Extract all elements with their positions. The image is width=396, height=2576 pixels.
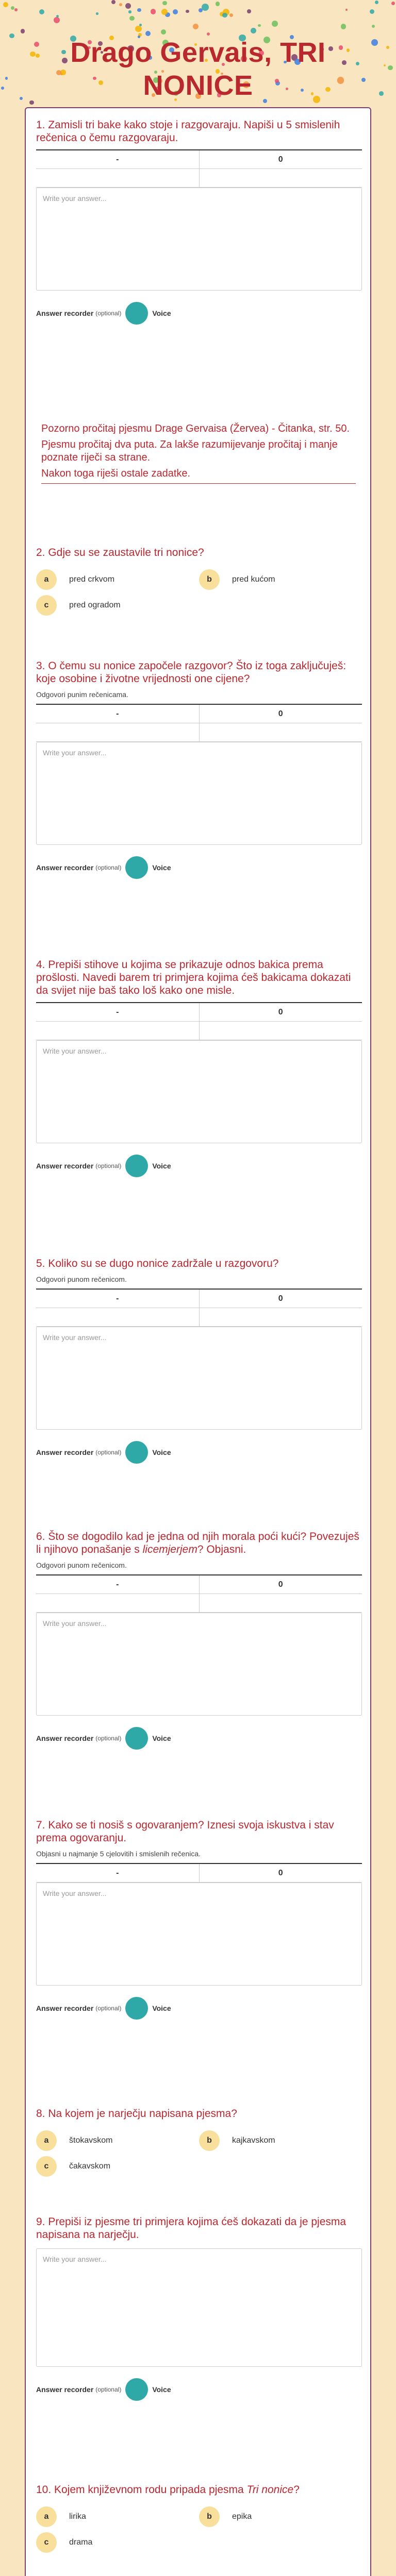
answer-table	[36, 1289, 362, 1327]
answer-textarea[interactable]	[36, 1327, 362, 1430]
answer-placeholder: Write your answer...	[43, 194, 107, 202]
question-9	[36, 2215, 362, 2401]
confetti-dot	[388, 65, 392, 70]
worksheet	[25, 107, 371, 2576]
recorder-label: Answer recorder	[36, 2004, 94, 2012]
answer-recorder	[36, 1155, 362, 1177]
option-c[interactable]	[36, 595, 199, 616]
confetti-dot	[14, 8, 18, 11]
voice-record-button[interactable]	[125, 1727, 148, 1750]
confetti-dot	[222, 13, 227, 18]
confetti-dot	[96, 12, 98, 14]
question-title: 2. Gdje su se zaustavile tri nonice?	[36, 547, 204, 558]
question-title-text: 6. Što se dogodilo kad je jedna od njih morala poći kući? Povezuješ li njihovo ponašanje s	[36, 1531, 359, 1555]
question-title: 5. Koliko su se dugo nonice zadržale u razgovoru?	[36, 1258, 279, 1269]
table-header-cell: -	[116, 709, 119, 718]
option-letter: a	[36, 569, 57, 590]
divider	[41, 483, 356, 484]
answer-recorder	[36, 2378, 362, 2401]
recorder-optional: (optional)	[95, 1449, 122, 1456]
question-title: 8. Na kojem je narječju napisana pjesma?	[36, 2108, 237, 2120]
question-title-text: ?	[293, 2484, 300, 2496]
question-title-emphasis: Tri nonice	[246, 2484, 294, 2496]
voice-record-button[interactable]	[125, 856, 148, 879]
question-4	[36, 958, 362, 1177]
option-a[interactable]	[36, 2130, 199, 2151]
answer-placeholder: Write your answer...	[43, 1619, 107, 1628]
confetti-dot	[54, 17, 60, 23]
question-hint: Odgovori punom rečenicom.	[36, 1275, 127, 1283]
voice-record-button[interactable]	[125, 1997, 148, 2020]
question-hint: Objasni u najmanje 5 cjelovitih i smislenih rečenica.	[36, 1850, 201, 1858]
voice-label: Voice	[152, 2004, 171, 2012]
answer-textarea[interactable]	[36, 2248, 362, 2367]
recorder-optional: (optional)	[95, 2005, 122, 2012]
confetti-dot	[9, 33, 14, 39]
answer-placeholder: Write your answer...	[43, 1889, 107, 1897]
option-text: epika	[232, 2512, 252, 2521]
confetti-dot	[135, 26, 142, 32]
table-header-row	[36, 1290, 362, 1308]
option-a[interactable]	[36, 2506, 199, 2527]
option-letter: c	[36, 2532, 57, 2553]
confetti-dot	[3, 2, 9, 8]
answer-textarea[interactable]	[36, 742, 362, 845]
table-header-cell: -	[116, 1580, 119, 1589]
answer-recorder	[36, 302, 362, 325]
recorder-optional: (optional)	[95, 2386, 122, 2393]
question-1	[36, 118, 362, 325]
option-letter: a	[36, 2130, 57, 2151]
confetti-dot	[371, 39, 378, 46]
table-header-row	[36, 1003, 362, 1022]
option-b[interactable]	[199, 569, 362, 590]
table-header-cell: 0	[199, 1864, 362, 1882]
confetti-dot	[119, 3, 122, 6]
option-text: lirika	[69, 2512, 86, 2521]
answer-recorder	[36, 1441, 362, 1464]
answer-placeholder: Write your answer...	[43, 2255, 107, 2263]
confetti-dot	[379, 91, 384, 96]
confetti-dot	[11, 6, 14, 10]
question-2	[36, 546, 362, 616]
question-hint: Odgovori punim rečenicama.	[36, 690, 128, 699]
confetti-dot	[258, 24, 261, 27]
table-header-cell: 0	[199, 1575, 362, 1594]
options-list	[36, 2506, 362, 2553]
option-a[interactable]	[36, 569, 199, 590]
answer-textarea[interactable]	[36, 1040, 362, 1143]
confetti-dot	[341, 24, 346, 29]
confetti-dot	[129, 16, 134, 21]
confetti-dot	[111, 0, 116, 4]
option-letter: b	[199, 569, 220, 590]
answer-table	[36, 1863, 362, 1883]
voice-label: Voice	[152, 309, 171, 317]
confetti-dot	[251, 28, 256, 33]
confetti-dot	[151, 9, 156, 14]
answer-placeholder: Write your answer...	[43, 749, 107, 757]
answer-recorder	[36, 1997, 362, 2020]
option-b[interactable]	[199, 2506, 362, 2527]
table-cell[interactable]	[36, 1308, 199, 1326]
confetti-dot	[39, 9, 44, 14]
option-letter: b	[199, 2130, 220, 2151]
table-header-row	[36, 1864, 362, 1883]
recorder-label: Answer recorder	[36, 1448, 94, 1456]
recorder-optional: (optional)	[95, 1162, 122, 1170]
confetti-dot	[162, 1, 167, 6]
info-line: Nakon toga riješi ostale zadatke.	[41, 468, 191, 479]
page-header	[36, 36, 360, 108]
confetti-dot	[161, 29, 166, 35]
table-cell[interactable]	[36, 723, 199, 741]
options-list	[36, 569, 362, 616]
question-7	[36, 1819, 362, 2020]
info-line: Pozorno pročitaj pjesmu Drage Gervaisa (Žerveа) - Čitanka, str. 50.	[41, 423, 350, 434]
table-header-cell: -	[116, 155, 119, 164]
option-text: kajkavskom	[232, 2136, 275, 2145]
confetti-dot	[20, 97, 23, 100]
recorder-label: Answer recorder	[36, 863, 94, 872]
confetti-dot	[386, 46, 389, 49]
question-5	[36, 1257, 362, 1464]
recorder-optional: (optional)	[95, 310, 122, 317]
question-title-emphasis: licemjerjem	[142, 1544, 197, 1555]
option-letter: b	[199, 2506, 220, 2527]
table-cell[interactable]	[199, 1022, 362, 1040]
answer-recorder	[36, 856, 362, 879]
table-header-cell: -	[116, 1294, 119, 1303]
voice-label: Voice	[152, 1448, 171, 1456]
confetti-dot	[21, 29, 25, 33]
answer-placeholder: Write your answer...	[43, 1333, 107, 1342]
confetti-dot	[137, 8, 141, 12]
voice-record-button[interactable]	[125, 2378, 148, 2401]
recorder-optional: (optional)	[95, 1735, 122, 1742]
confetti-dot	[229, 13, 233, 17]
option-text: pred kućom	[232, 575, 275, 584]
voice-label: Voice	[152, 863, 171, 872]
option-text: pred ogradom	[69, 601, 121, 609]
table-row	[36, 1022, 362, 1040]
page-title: Drago Gervais, TRI NONICE	[70, 37, 326, 101]
question-3	[36, 659, 362, 879]
option-text: čakavskom	[69, 2162, 111, 2171]
question-10	[36, 2483, 362, 2553]
confetti-dot	[372, 25, 375, 28]
table-header-cell: 0	[199, 1290, 362, 1308]
table-cell[interactable]	[36, 1594, 199, 1612]
confetti-dot	[216, 2, 220, 6]
confetti-dot	[247, 9, 251, 13]
answer-table	[36, 149, 362, 188]
voice-label: Voice	[152, 2385, 171, 2394]
voice-record-button[interactable]	[125, 1155, 148, 1177]
table-cell[interactable]	[36, 1022, 199, 1040]
question-title-text: 10. Kojem književnom rodu pripada pjesma	[36, 2484, 247, 2496]
confetti-dot	[145, 31, 151, 36]
options-list	[36, 2130, 362, 2177]
confetti-dot	[370, 9, 374, 14]
confetti-dot	[345, 9, 348, 11]
recorder-label: Answer recorder	[36, 1162, 94, 1170]
table-row	[36, 169, 362, 188]
answer-textarea[interactable]	[36, 1883, 362, 1986]
table-header-cell: 0	[199, 705, 362, 723]
question-title: 9. Prepiši iz pjesme tri primjera kojima ćeš dokazati da je pjesma napisana na narječju.	[36, 2216, 346, 2241]
answer-textarea[interactable]	[36, 1613, 362, 1716]
table-cell[interactable]	[199, 1594, 362, 1612]
voice-label: Voice	[152, 1162, 171, 1170]
question-6	[36, 1530, 362, 1750]
recorder-optional: (optional)	[95, 864, 122, 871]
confetti-dot	[30, 52, 36, 57]
confetti-dot	[193, 24, 199, 29]
confetti-dot	[186, 10, 189, 13]
voice-record-button[interactable]	[125, 302, 148, 325]
table-header-cell: -	[116, 1869, 119, 1877]
option-b[interactable]	[199, 2130, 362, 2151]
confetti-dot	[128, 10, 131, 13]
question-title	[36, 1530, 362, 1556]
recorder-label: Answer recorder	[36, 309, 94, 317]
table-row	[36, 1308, 362, 1327]
option-letter: c	[36, 595, 57, 616]
confetti-dot	[29, 100, 34, 105]
confetti-dot	[361, 78, 366, 82]
confetti-dot	[173, 9, 178, 14]
answer-table	[36, 1574, 362, 1613]
question-hint: Odgovori punom rečenicom.	[36, 1561, 127, 1569]
answer-recorder	[36, 1727, 362, 1750]
confetti-dot	[375, 1, 378, 4]
question-title: 3. O čemu su nonice započele razgovor? Što iz toga zaključuješ: koje osobine i životne vrijednosti one cijene?	[36, 660, 346, 685]
table-header-cell: 0	[199, 1003, 362, 1021]
option-c[interactable]	[36, 2156, 199, 2177]
question-8	[36, 2107, 362, 2177]
question-title: 4. Prepiši stihove u kojima se prikazuje odnos bakica prema prošlosti. Navedi barem tri primjera kojima ćeš bakicama dokazati da svijet nije baš tako loš kako one misle.	[36, 959, 351, 996]
confetti-dot	[5, 77, 8, 79]
confetti-dot	[207, 32, 210, 36]
confetti-dot	[125, 3, 131, 9]
answer-placeholder: Write your answer...	[43, 1047, 107, 1055]
voice-label: Voice	[152, 1734, 171, 1742]
confetti-dot	[272, 21, 278, 27]
table-cell[interactable]	[36, 169, 199, 187]
answer-table	[36, 1002, 362, 1040]
option-text: drama	[69, 2538, 93, 2547]
table-row	[36, 1594, 362, 1613]
confetti-dot	[384, 64, 386, 66]
table-cell[interactable]	[199, 1308, 362, 1326]
table-row	[36, 723, 362, 742]
table-header-row	[36, 705, 362, 723]
option-text: pred crkvom	[69, 575, 115, 584]
table-header-cell: 0	[199, 150, 362, 168]
table-header-cell: -	[116, 1008, 119, 1016]
recorder-label: Answer recorder	[36, 1734, 94, 1742]
question-title	[36, 2483, 362, 2496]
option-c[interactable]	[36, 2532, 199, 2553]
option-letter: a	[36, 2506, 57, 2527]
question-title: 1. Zamisli tri bake kako stoje i razgovaraju. Napiši u 5 smislenih rečenica o čemu razgovaraju.	[36, 119, 340, 144]
confetti-dot	[391, 2, 395, 5]
voice-record-button[interactable]	[125, 1441, 148, 1464]
confetti-dot	[1, 87, 4, 90]
option-text: štokavskom	[69, 2136, 113, 2145]
info-line: Pjesmu pročitaj dva puta. Za lakše razumijevanje pročitaj i manje poznate riječi sa strane.	[41, 439, 338, 463]
confetti-dot	[202, 4, 209, 11]
option-letter: c	[36, 2156, 57, 2177]
question-title-text: ? Objasni.	[197, 1544, 246, 1555]
info-block	[41, 422, 356, 484]
table-cell[interactable]	[199, 723, 362, 741]
answer-table	[36, 704, 362, 742]
table-header-row	[36, 150, 362, 169]
table-header-row	[36, 1575, 362, 1594]
question-title: 7. Kako se ti nosiš s ogovaranjem? Iznesi svoja iskustva i stav prema ogovaranju.	[36, 1819, 334, 1844]
table-cell[interactable]	[199, 169, 362, 187]
recorder-label: Answer recorder	[36, 2385, 94, 2394]
answer-textarea[interactable]	[36, 188, 362, 291]
